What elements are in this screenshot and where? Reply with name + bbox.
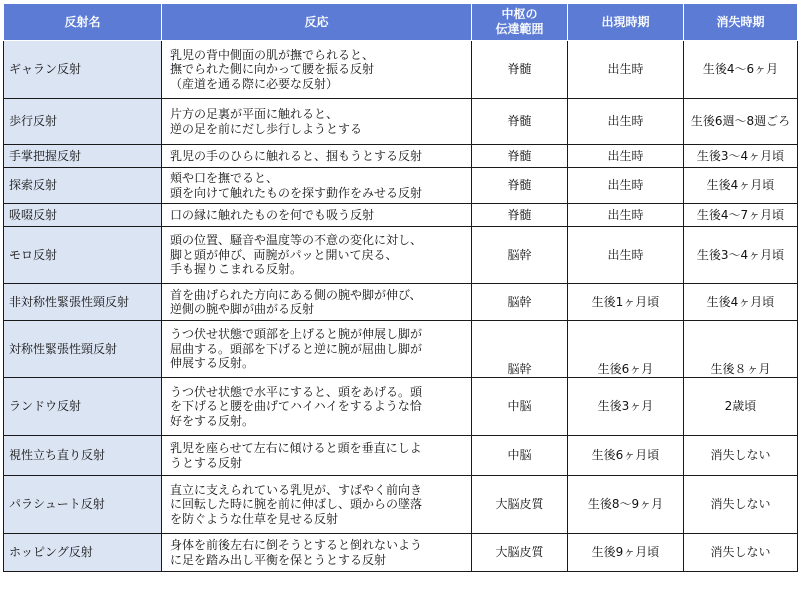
response-cell: 乳児の背中側面の肌が撫でられると、 撫でられた側に向かって腰を振る反射 （産道を通る際に必要な反射）: [162, 41, 472, 99]
response-cell: 口の縁に触れたものを何でも吸う反射: [162, 204, 472, 227]
reflex-name-cell: 探索反射: [4, 168, 162, 204]
response-cell: 直立に支えられている乳児が、すばやく前向き に回転した時に腕を前に伸ばし、頭からの墜落 を防ぐような仕草を見せる反射: [162, 476, 472, 534]
header-disappearance-period: 消失時期: [684, 4, 798, 41]
table-row: [4, 476, 798, 534]
table-row: [4, 378, 798, 436]
reflex-name-cell: パラシュート反射: [4, 476, 162, 534]
appearance-cell: 出生時: [568, 41, 684, 99]
table-row: [4, 41, 798, 99]
appearance-cell: 出生時: [568, 145, 684, 168]
appearance-cell: 出生時: [568, 168, 684, 204]
header-reflex-name: 反射名: [4, 4, 162, 41]
reflex-name-cell: 歩行反射: [4, 99, 162, 145]
disappearance-cell: 生後4ヶ月頃: [684, 168, 798, 204]
table-row: [4, 284, 798, 321]
table-row: [4, 534, 798, 572]
header-appearance-period: 出現時期: [568, 4, 684, 41]
header-response: 反応: [162, 4, 472, 41]
center-cell: 脊髄: [472, 145, 568, 168]
center-cell: 中脳: [472, 436, 568, 476]
center-cell: 大脳皮質: [472, 476, 568, 534]
table-row: [4, 227, 798, 284]
response-cell: 頬や口を撫でると、 頭を向けて触れたものを探す動作をみせる反射: [162, 168, 472, 204]
reflex-name-cell: ランドウ反射: [4, 378, 162, 436]
response-cell: 身体を前後左右に倒そうとすると倒れないよう に足を踏み出し平衡を保とうとする反射: [162, 534, 472, 572]
reflex-name-cell: ギャラン反射: [4, 41, 162, 99]
response-cell: 頭の位置、騒音や温度等の不意の変化に対し、 脚と頭が伸び、両腕がパッと開いて戻る、 手も握りこまれる反射。: [162, 227, 472, 284]
center-cell: 脊髄: [472, 204, 568, 227]
appearance-cell: 出生時: [568, 204, 684, 227]
appearance-cell: 生後6ヶ月: [568, 321, 684, 378]
table-row: [4, 168, 798, 204]
appearance-cell: 生後9ヶ月頃: [568, 534, 684, 572]
table-row: [4, 436, 798, 476]
reflex-name-cell: モロ反射: [4, 227, 162, 284]
center-cell: 脊髄: [472, 168, 568, 204]
center-cell: 脊髄: [472, 41, 568, 99]
disappearance-cell: 消失しない: [684, 534, 798, 572]
response-cell: うつ伏せ状態で頭部を上げると腕が伸展し脚が 屈曲する。頭部を下げると逆に腕が屈曲し脚が 伸展する反射。: [162, 321, 472, 378]
disappearance-cell: 消失しない: [684, 476, 798, 534]
center-cell: 脊髄: [472, 99, 568, 145]
center-cell: 中脳: [472, 378, 568, 436]
response-cell: 乳児の手のひらに触れると、掴もうとする反射: [162, 145, 472, 168]
center-cell: 脳幹: [472, 321, 568, 378]
disappearance-cell: 生後4〜7ヶ月頃: [684, 204, 798, 227]
header-row: [4, 4, 798, 41]
disappearance-cell: 2歳頃: [684, 378, 798, 436]
response-cell: 首を曲げられた方向にある側の腕や脚が伸び、 逆側の腕や脚が曲がる反射: [162, 284, 472, 321]
reflex-name-cell: 手掌把握反射: [4, 145, 162, 168]
table-row: [4, 145, 798, 168]
disappearance-cell: 生後6週〜8週ごろ: [684, 99, 798, 145]
center-cell: 脳幹: [472, 284, 568, 321]
disappearance-cell: 生後3〜4ヶ月頃: [684, 227, 798, 284]
center-cell: 大脳皮質: [472, 534, 568, 572]
center-cell: 脳幹: [472, 227, 568, 284]
disappearance-cell: 生後８ヶ月: [684, 321, 798, 378]
disappearance-cell: 生後4ヶ月頃: [684, 284, 798, 321]
response-cell: 乳児を座らせて左右に傾けると頭を垂直にしよ うとする反射: [162, 436, 472, 476]
reflex-name-cell: 吸啜反射: [4, 204, 162, 227]
table-row: [4, 321, 798, 378]
reflex-name-cell: ホッピング反射: [4, 534, 162, 572]
reflex-name-cell: 非対称性緊張性頸反射: [4, 284, 162, 321]
header-center-line1: 中枢の: [501, 7, 538, 21]
appearance-cell: 出生時: [568, 227, 684, 284]
disappearance-cell: 生後4〜6ヶ月: [684, 41, 798, 99]
header-center: [472, 4, 568, 41]
header-center-line2: 伝達範囲: [495, 22, 544, 36]
table-row: [4, 204, 798, 227]
reflex-name-cell: 視性立ち直り反射: [4, 436, 162, 476]
disappearance-cell: 生後3〜4ヶ月頃: [684, 145, 798, 168]
appearance-cell: 生後8〜9ヶ月: [568, 476, 684, 534]
appearance-cell: 生後1ヶ月頃: [568, 284, 684, 321]
appearance-cell: 出生時: [568, 99, 684, 145]
reflex-table: [3, 3, 798, 572]
response-cell: 片方の足裏が平面に触れると、 逆の足を前にだし歩行しようとする: [162, 99, 472, 145]
response-cell: うつ伏せ状態で水平にすると、頭をあげる。頭 を下げると腰を曲げてハイハイをするような恰 好をする反射。: [162, 378, 472, 436]
reflex-name-cell: 対称性緊張性頸反射: [4, 321, 162, 378]
appearance-cell: 生後3ヶ月: [568, 378, 684, 436]
disappearance-cell: 消失しない: [684, 436, 798, 476]
appearance-cell: 生後6ヶ月頃: [568, 436, 684, 476]
table-row: [4, 99, 798, 145]
